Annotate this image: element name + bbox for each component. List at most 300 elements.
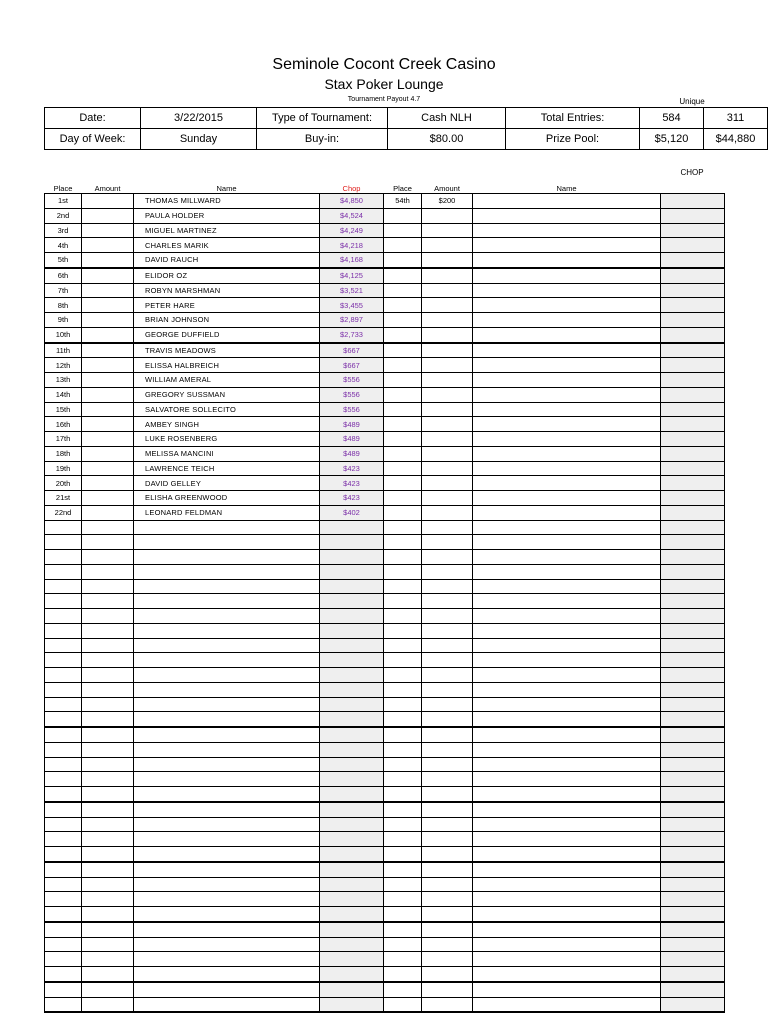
player-name-cell — [134, 520, 320, 535]
name-2-cell — [473, 520, 661, 535]
place-2-cell — [384, 922, 422, 937]
col-header-amount: Amount — [94, 184, 121, 193]
place-cell — [45, 832, 82, 847]
place-cell: 22nd — [45, 505, 82, 520]
table-row — [45, 638, 725, 653]
player-name-cell — [134, 997, 320, 1012]
player-name-cell: WILLIAM AMERAL — [134, 373, 320, 388]
name-2-cell — [473, 313, 661, 328]
extra-cell — [661, 727, 725, 742]
buy-in-label: Buy-in: — [257, 129, 388, 150]
amount-2-cell — [422, 387, 473, 402]
place-2-cell — [384, 387, 422, 402]
name-2-cell — [473, 787, 661, 802]
player-name-cell — [134, 922, 320, 937]
amount-2-cell — [422, 373, 473, 388]
date-label: Date: — [45, 108, 141, 129]
amount-2-cell — [422, 564, 473, 579]
place-2-cell — [384, 417, 422, 432]
chop-amount-cell — [320, 742, 384, 757]
amount-cell — [82, 877, 134, 892]
extra-cell — [661, 432, 725, 447]
place-2-cell — [384, 757, 422, 772]
extra-cell — [661, 223, 725, 238]
place-2-cell — [384, 579, 422, 594]
place-2-cell — [384, 402, 422, 417]
amount-cell — [82, 802, 134, 817]
chop-amount-cell: $4,125 — [320, 268, 384, 283]
table-row — [45, 832, 725, 847]
table-row — [45, 358, 725, 373]
amount-2-cell — [422, 535, 473, 550]
amount-2-cell — [422, 461, 473, 476]
player-name-cell — [134, 594, 320, 609]
amount-2-cell — [422, 877, 473, 892]
table-row — [45, 476, 725, 491]
tournament-info-table — [44, 107, 768, 150]
place-cell — [45, 638, 82, 653]
place-2-cell — [384, 343, 422, 358]
name-2-cell — [473, 358, 661, 373]
name-2-cell — [473, 298, 661, 313]
table-row — [45, 892, 725, 907]
name-2-cell — [473, 638, 661, 653]
chop-amount-cell — [320, 682, 384, 697]
amount-2-cell — [422, 298, 473, 313]
name-2-cell — [473, 402, 661, 417]
extra-cell — [661, 253, 725, 268]
place-2-cell — [384, 298, 422, 313]
extra-cell — [661, 862, 725, 877]
amount-cell — [82, 817, 134, 832]
chop-amount-cell — [320, 922, 384, 937]
player-name-cell — [134, 682, 320, 697]
chop-amount-cell: $556 — [320, 387, 384, 402]
player-name-cell — [134, 847, 320, 862]
table-row — [45, 373, 725, 388]
place-2-cell — [384, 476, 422, 491]
amount-cell — [82, 742, 134, 757]
player-name-cell — [134, 772, 320, 787]
amount-2-cell — [422, 967, 473, 982]
amount-cell — [82, 952, 134, 967]
amount-2-cell — [422, 594, 473, 609]
place-cell: 9th — [45, 313, 82, 328]
amount-2-cell — [422, 712, 473, 727]
amount-cell — [82, 327, 134, 342]
place-2-cell — [384, 937, 422, 952]
amount-2-cell — [422, 609, 473, 624]
name-2-cell — [473, 283, 661, 298]
amount-2-cell — [422, 283, 473, 298]
place-cell: 7th — [45, 283, 82, 298]
player-name-cell — [134, 982, 320, 997]
amount-cell — [82, 417, 134, 432]
name-2-cell — [473, 268, 661, 283]
player-name-cell: LAWRENCE TEICH — [134, 461, 320, 476]
amount-cell — [82, 787, 134, 802]
name-2-cell — [473, 682, 661, 697]
amount-cell — [82, 594, 134, 609]
place-2-cell — [384, 594, 422, 609]
table-row — [45, 579, 725, 594]
amount-2-cell — [422, 223, 473, 238]
amount-2-cell — [422, 313, 473, 328]
extra-cell — [661, 238, 725, 253]
amount-cell — [82, 847, 134, 862]
amount-2-cell — [422, 476, 473, 491]
amount-cell — [82, 313, 134, 328]
player-name-cell — [134, 787, 320, 802]
chop-amount-cell: $667 — [320, 358, 384, 373]
player-name-cell — [134, 757, 320, 772]
table-row — [45, 922, 725, 937]
table-row — [45, 997, 725, 1012]
table-row — [45, 461, 725, 476]
name-2-cell — [473, 476, 661, 491]
place-2-cell — [384, 862, 422, 877]
player-name-cell — [134, 564, 320, 579]
chop-amount-cell: $4,850 — [320, 194, 384, 209]
table-row — [45, 387, 725, 402]
place-cell: 18th — [45, 446, 82, 461]
player-name-cell — [134, 653, 320, 668]
name-2-cell — [473, 253, 661, 268]
table-row — [45, 268, 725, 283]
amount-cell — [82, 476, 134, 491]
place-cell — [45, 742, 82, 757]
player-name-cell: PAULA HOLDER — [134, 208, 320, 223]
name-2-cell — [473, 847, 661, 862]
extra-cell — [661, 194, 725, 209]
extra-cell — [661, 476, 725, 491]
name-2-cell — [473, 238, 661, 253]
place-cell: 19th — [45, 461, 82, 476]
player-name-cell: PETER HARE — [134, 298, 320, 313]
chop-amount-cell: $402 — [320, 505, 384, 520]
player-name-cell — [134, 579, 320, 594]
name-2-cell — [473, 967, 661, 982]
info-row-1 — [45, 108, 768, 129]
amount-2-cell — [422, 997, 473, 1012]
place-2-cell — [384, 208, 422, 223]
name-2-cell — [473, 550, 661, 565]
name-2-cell — [473, 417, 661, 432]
amount-2-cell — [422, 550, 473, 565]
extra-cell — [661, 594, 725, 609]
amount-cell — [82, 432, 134, 447]
table-row — [45, 505, 725, 520]
chop-amount-cell — [320, 817, 384, 832]
col-header-chop: Chop — [342, 184, 361, 193]
place-cell: 10th — [45, 327, 82, 342]
total-entries-value: 584 — [640, 108, 704, 129]
amount-cell — [82, 609, 134, 624]
payout-table — [44, 181, 725, 1013]
player-name-cell — [134, 862, 320, 877]
place-cell — [45, 579, 82, 594]
table-row — [45, 802, 725, 817]
place-2-cell — [384, 238, 422, 253]
chop-amount-cell: $423 — [320, 461, 384, 476]
amount-2-cell — [422, 787, 473, 802]
place-2-cell — [384, 432, 422, 447]
table-row — [45, 253, 725, 268]
amount-2-cell — [422, 208, 473, 223]
table-row — [45, 594, 725, 609]
place-2-cell — [384, 832, 422, 847]
amount-2-cell — [422, 772, 473, 787]
prize-pool-value: $5,120 — [640, 129, 704, 150]
place-2-cell — [384, 802, 422, 817]
player-name-cell: DAVID RAUCH — [134, 253, 320, 268]
table-row — [45, 446, 725, 461]
place-2-cell — [384, 564, 422, 579]
name-2-cell — [473, 877, 661, 892]
amount-2-cell — [422, 982, 473, 997]
name-2-cell — [473, 952, 661, 967]
chop-amount-cell — [320, 952, 384, 967]
prize-pool-label: Prize Pool: — [506, 129, 640, 150]
name-2-cell — [473, 772, 661, 787]
extra-cell — [661, 832, 725, 847]
amount-cell — [82, 982, 134, 997]
place-2-cell — [384, 787, 422, 802]
place-cell: 6th — [45, 268, 82, 283]
chop-amount-cell — [320, 967, 384, 982]
extra-cell — [661, 623, 725, 638]
amount-2-cell — [422, 327, 473, 342]
extra-cell — [661, 787, 725, 802]
place-2-cell — [384, 283, 422, 298]
amount-2-cell — [422, 520, 473, 535]
chop-amount-cell: $4,168 — [320, 253, 384, 268]
table-row — [45, 697, 725, 712]
table-row — [45, 862, 725, 877]
extra-cell — [661, 505, 725, 520]
amount-2-cell — [422, 579, 473, 594]
chop-amount-cell: $2,733 — [320, 327, 384, 342]
name-2-cell — [473, 802, 661, 817]
extra-cell — [661, 208, 725, 223]
chop-amount-cell: $3,521 — [320, 283, 384, 298]
player-name-cell: LUKE ROSENBERG — [134, 432, 320, 447]
amount-2-cell — [422, 417, 473, 432]
place-cell: 16th — [45, 417, 82, 432]
amount-cell — [82, 358, 134, 373]
col-header-extra — [661, 181, 725, 194]
extra-cell — [661, 892, 725, 907]
place-cell — [45, 817, 82, 832]
amount-2-cell — [422, 847, 473, 862]
place-cell: 20th — [45, 476, 82, 491]
name-2-cell — [473, 609, 661, 624]
table-row — [45, 952, 725, 967]
amount-2-cell — [422, 668, 473, 683]
amount-cell — [82, 343, 134, 358]
place-2-cell — [384, 638, 422, 653]
amount-2-cell — [422, 432, 473, 447]
table-header-row — [45, 181, 725, 194]
table-row — [45, 847, 725, 862]
extra-cell — [661, 520, 725, 535]
amount-2-cell — [422, 623, 473, 638]
extra-cell — [661, 402, 725, 417]
extra-cell — [661, 609, 725, 624]
payout-version-label: Tournament Payout 4.7 — [347, 96, 421, 103]
place-2-cell — [384, 997, 422, 1012]
chop-amount-cell — [320, 832, 384, 847]
chop-amount-cell — [320, 892, 384, 907]
extra-cell — [661, 697, 725, 712]
place-cell: 1st — [45, 194, 82, 209]
player-name-cell: BRIAN JOHNSON — [134, 313, 320, 328]
table-row — [45, 194, 725, 209]
place-cell — [45, 520, 82, 535]
table-row — [45, 535, 725, 550]
name-2-cell — [473, 491, 661, 506]
place-2-cell — [384, 446, 422, 461]
table-row — [45, 238, 725, 253]
player-name-cell — [134, 727, 320, 742]
place-2-cell — [384, 668, 422, 683]
amount-cell — [82, 446, 134, 461]
amount-cell — [82, 653, 134, 668]
name-2-cell — [473, 505, 661, 520]
player-name-cell — [134, 668, 320, 683]
amount-2-cell — [422, 446, 473, 461]
table-row — [45, 772, 725, 787]
place-cell — [45, 907, 82, 922]
chop-amount-cell — [320, 787, 384, 802]
extra-cell — [661, 937, 725, 952]
place-2-cell — [384, 847, 422, 862]
date-value: 3/22/2015 — [141, 108, 257, 129]
extra-cell — [661, 712, 725, 727]
place-2-cell — [384, 327, 422, 342]
amount-cell — [82, 772, 134, 787]
name-2-cell — [473, 907, 661, 922]
place-cell — [45, 564, 82, 579]
extra-cell — [661, 358, 725, 373]
table-row — [45, 757, 725, 772]
place-cell: 5th — [45, 253, 82, 268]
amount-cell — [82, 208, 134, 223]
total-entries-label: Total Entries: — [506, 108, 640, 129]
amount-cell — [82, 387, 134, 402]
unique-label: Unique — [679, 97, 705, 106]
table-row — [45, 712, 725, 727]
extra-cell — [661, 579, 725, 594]
amount-2-cell — [422, 653, 473, 668]
amount-2-cell — [422, 253, 473, 268]
player-name-cell: ELIDOR OZ — [134, 268, 320, 283]
chop-amount-cell — [320, 937, 384, 952]
amount-cell — [82, 535, 134, 550]
amount-2-cell — [422, 343, 473, 358]
day-of-week-label: Day of Week: — [45, 129, 141, 150]
chop-amount-cell — [320, 772, 384, 787]
place-2-cell — [384, 967, 422, 982]
amount-cell — [82, 491, 134, 506]
place-2-cell — [384, 742, 422, 757]
name-2-cell — [473, 343, 661, 358]
place-2-cell — [384, 358, 422, 373]
extra-cell — [661, 997, 725, 1012]
name-2-cell — [473, 461, 661, 476]
place-cell — [45, 802, 82, 817]
amount-cell — [82, 967, 134, 982]
amount-cell — [82, 638, 134, 653]
name-2-cell — [473, 446, 661, 461]
chop-amount-cell: $489 — [320, 417, 384, 432]
chop-amount-cell — [320, 802, 384, 817]
name-2-cell — [473, 373, 661, 388]
info-row-2 — [45, 129, 768, 150]
player-name-cell — [134, 802, 320, 817]
player-name-cell — [134, 937, 320, 952]
amount-2-cell — [422, 682, 473, 697]
extra-cell — [661, 757, 725, 772]
table-row — [45, 550, 725, 565]
place-2-cell — [384, 505, 422, 520]
extra-cell — [661, 417, 725, 432]
place-2-cell — [384, 712, 422, 727]
player-name-cell — [134, 832, 320, 847]
chop-amount-cell: $556 — [320, 373, 384, 388]
name-2-cell — [473, 727, 661, 742]
table-row — [45, 417, 725, 432]
amount-cell — [82, 373, 134, 388]
place-cell — [45, 862, 82, 877]
amount-2-cell — [422, 268, 473, 283]
extra-cell — [661, 446, 725, 461]
place-2-cell — [384, 253, 422, 268]
place-2-cell — [384, 550, 422, 565]
amount-cell — [82, 268, 134, 283]
amount-cell — [82, 194, 134, 209]
table-row — [45, 742, 725, 757]
place-2-cell — [384, 817, 422, 832]
extra-cell — [661, 313, 725, 328]
chop-amount-cell — [320, 727, 384, 742]
player-name-cell — [134, 712, 320, 727]
table-row — [45, 727, 725, 742]
amount-cell — [82, 862, 134, 877]
amount-cell — [82, 520, 134, 535]
place-cell: 8th — [45, 298, 82, 313]
place-2-cell — [384, 877, 422, 892]
amount-cell — [82, 238, 134, 253]
col-header-place: Place — [53, 184, 73, 193]
place-2-cell — [384, 653, 422, 668]
name-2-cell — [473, 653, 661, 668]
chop-amount-cell — [320, 712, 384, 727]
extra-cell — [661, 907, 725, 922]
table-row — [45, 653, 725, 668]
amount-cell — [82, 712, 134, 727]
buy-in-value: $80.00 — [388, 129, 506, 150]
table-row — [45, 208, 725, 223]
chop-amount-cell — [320, 609, 384, 624]
chop-amount-cell — [320, 847, 384, 862]
chop-amount-cell: $556 — [320, 402, 384, 417]
chop-amount-cell — [320, 550, 384, 565]
player-name-cell: ELISHA GREENWOOD — [134, 491, 320, 506]
extra-cell — [661, 298, 725, 313]
table-row — [45, 343, 725, 358]
player-name-cell: DAVID GELLEY — [134, 476, 320, 491]
